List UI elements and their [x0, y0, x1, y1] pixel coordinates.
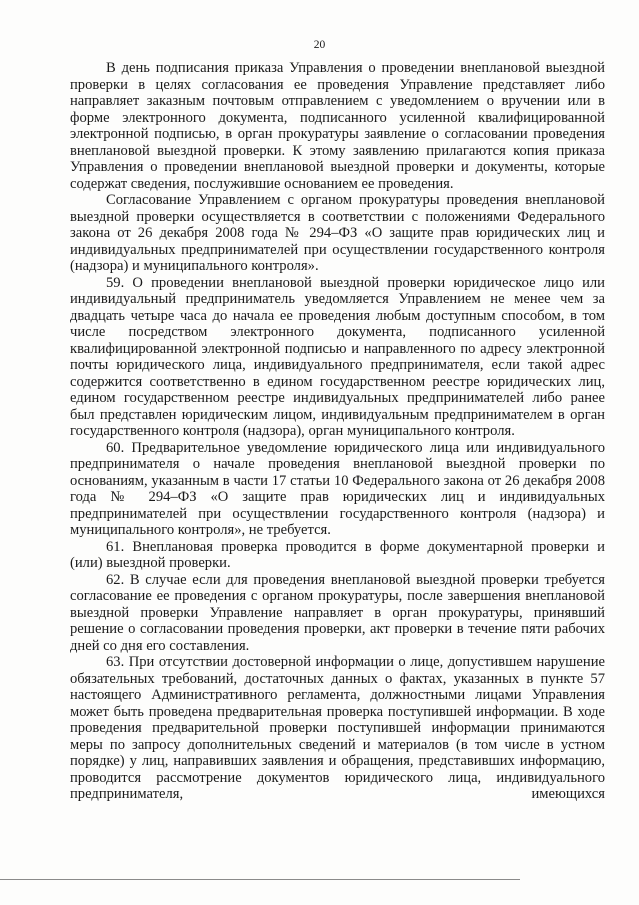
page-number: 20	[313, 39, 326, 51]
bottom-rule	[0, 879, 520, 880]
paragraph-62: 62. В случае если для проведения внеплановой выездной проверки требуется согласование ее проведения с органом прокуратуры, после завершения внеплановой выездной проверки Управление направляет в орган прокуратуры, принявший решение о согласовании проведения проверки, акт проверки в течение пяти рабочих дней со дня его составления.	[70, 571, 605, 654]
paragraph-63: 63. При отсутствии достоверной информации о лице, допустившем нарушение обязательных требований, достаточных данных о фактах, указанных в пункте 57 настоящего Административного регламента, должностными лицами Управления может быть проведена предварительная проверка поступившей информации. В ходе проведения предварительной проверки поступившей информации принимаются меры по запросу дополнительных сведений и материалов (в том числе в устном порядке) у лиц, направивших заявления и обращения, представивших информацию, проводится рассмотрение документов юридического лица, индивидуального предпринимателя, имеющихся	[70, 654, 605, 802]
document-body	[70, 60, 605, 803]
paragraph-61: 61. Внеплановая проверка проводится в форме документарной проверки и (или) выездной проверки.	[70, 538, 605, 571]
paragraph-coordination-law: Согласование Управлением с органом прокуратуры проведения внеплановой выездной проверки осуществляется в соответствии с положениями Федерального закона от 26 декабря 2008 года № 294–ФЗ «О защите прав юридических лиц и индивидуальных предпринимателей при осуществлении государственного контроля (надзора) и муниципального контроля».	[70, 192, 605, 274]
paragraph-59: 59. О проведении внеплановой выездной проверки юридическое лицо или индивидуальный предприниматель уведомляется Управлением не менее чем за двадцать четыре часа до начала ее проведения любым доступным способом, в том числе посредством электронного документа, подписанного усиленной квалифицированной электронной подписью и направленного по адресу электронной почты юридического лица, индивидуального предпринимателя, если такой адрес содержится соответственно в едином государственном реестре юридических лиц, едином государственном реестре индивидуальных предпринимателей либо ранее был представлен юридическим лицом, индивидуальным предпринимателем в орган государственного контроля (надзора), орган муниципального контроля.	[70, 274, 605, 439]
paragraph-notification-prosecutor: В день подписания приказа Управления о проведении внеплановой выездной проверки в целях согласования ее проведения Управление представляет либо направляет заказным почтовым отправлением с уведомлением о вручении или в форме электронного документа, подписанного усиленной квалифицированной электронной подписью, в орган прокуратуры заявление о согласовании проведения внеплановой выездной проверки. К этому заявлению прилагаются копия приказа Управления о проведении внеплановой выездной проверки и документы, которые содержат сведения, послужившие основанием ее проведения.	[70, 60, 605, 192]
paragraph-60: 60. Предварительное уведомление юридического лица или индивидуального предпринимателя о начале проведения внеплановой выездной проверки по основаниям, указанным в части 17 статьи 10 Федерального закона от 26 декабря 2008 года № 294–ФЗ «О защите прав юридических лиц и индивидуальных предпринимателей при осуществлении государственного контроля (надзора) и муниципального контроля», не требуется.	[70, 439, 605, 538]
